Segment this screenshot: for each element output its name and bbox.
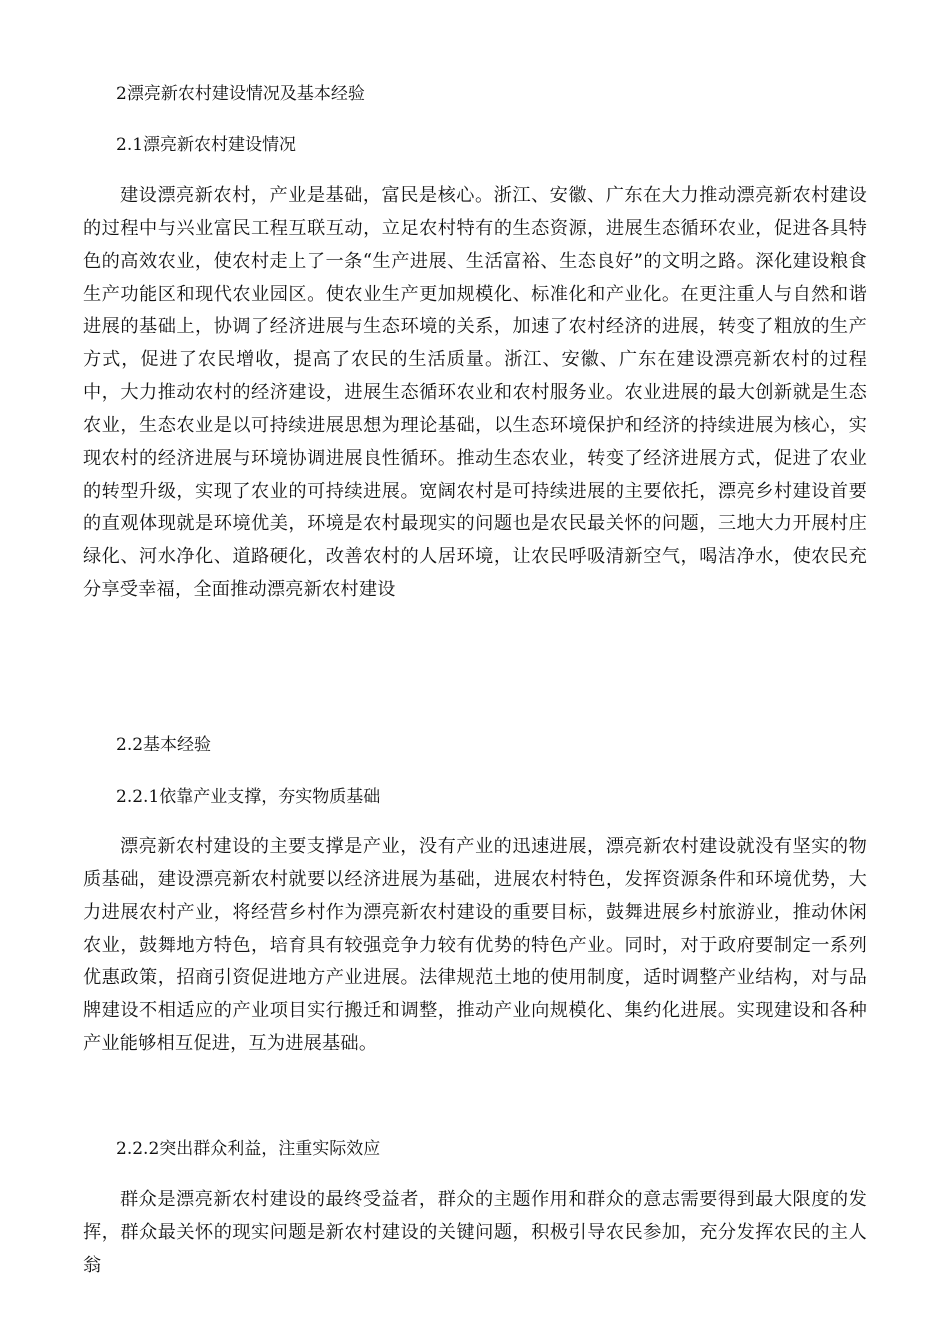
body-paragraph-1: 建设漂亮新农村，产业是基础，富民是核心。浙江、安徽、广东在大力推动漂亮新农村建设的过程中与兴业富民工程互联互动，立足农村特有的生态资源，进展生态循环农业，促进各具特色的高效农业，使农村走上了一条“生产进展、生活富裕、生态良好”的文明之路。深化建设粮食生产功能区和现代农业园区。使农业生产更加规模化、标准化和产业化。在更注重人与自然和谐进展的基础上，协调了经济进展与生态环境的关系，加速了农村经济的进展，转变了粗放的生产方式，促进了农民增收，提高了农民的生活质量。浙江、安徽、广东在建设漂亮新农村的过程中，大力推动农村的经济建设，进展生态循环农业和农村服务业。农业进展的最大创新就是生态农业，生态农业是以可持续进展思想为理论基础，以生态环境保护和经济的持续进展为核心，实现农村的经济进展与环境协调进展良性循环。推动生态农业，转变了经济进展方式，促进了农业的转型升级，实现了农业的可持续进展。宽阔农村是可持续进展的主要依托，漂亮乡村建设首要的直观体现就是环境优美，环境是农村最现实的问题也是农民最关怀的问题，三地大力开展村庄绿化、河水净化、道路硬化，改善农村的人居环境，让农民呼吸清新空气，喝洁净水，使农民充分享受幸福，全面推动漂亮新农村建设	[83, 185, 867, 601]
section-heading-2-1: 2.1漂亮新农村建设情况	[116, 135, 297, 155]
section-heading-2: 2漂亮新农村建设情况及基本经验	[116, 84, 365, 104]
section-heading-2-2-1: 2.2.1依靠产业支撑，夯实物质基础	[116, 787, 381, 807]
body-paragraph-2: 漂亮新农村建设的主要支撑是产业，没有产业的迅速进展，漂亮新农村建设就没有坚实的物质基础，建设漂亮新农村就要以经济进展为基础，进展农村特色，发挥资源条件和环境优势，大力进展农村产业，将经营乡村作为漂亮新农村建设的重要目标，鼓舞进展乡村旅游业，推动休闲农业，鼓舞地方特色，培育具有较强竞争力较有优势的特色产业。同时，对于政府要制定一系列优惠政策，招商引资促进地方产业进展。法律规范土地的使用制度，适时调整产业结构，对与品牌建设不相适应的产业项目实行搬迁和调整，推动产业向规模化、集约化进展。实现建设和各种产业能够相互促进，互为进展基础。	[83, 836, 867, 1055]
section-heading-2-2-2: 2.2.2突出群众利益，注重实际效应	[116, 1139, 381, 1159]
section-heading-2-2: 2.2基本经验	[116, 735, 212, 755]
body-paragraph-3: 群众是漂亮新农村建设的最终受益者，群众的主题作用和群众的意志需要得到最大限度的发挥，群众最关怀的现实问题是新农村建设的关键问题，积极引导农民参加，充分发挥农民的主人翁	[83, 1189, 867, 1276]
